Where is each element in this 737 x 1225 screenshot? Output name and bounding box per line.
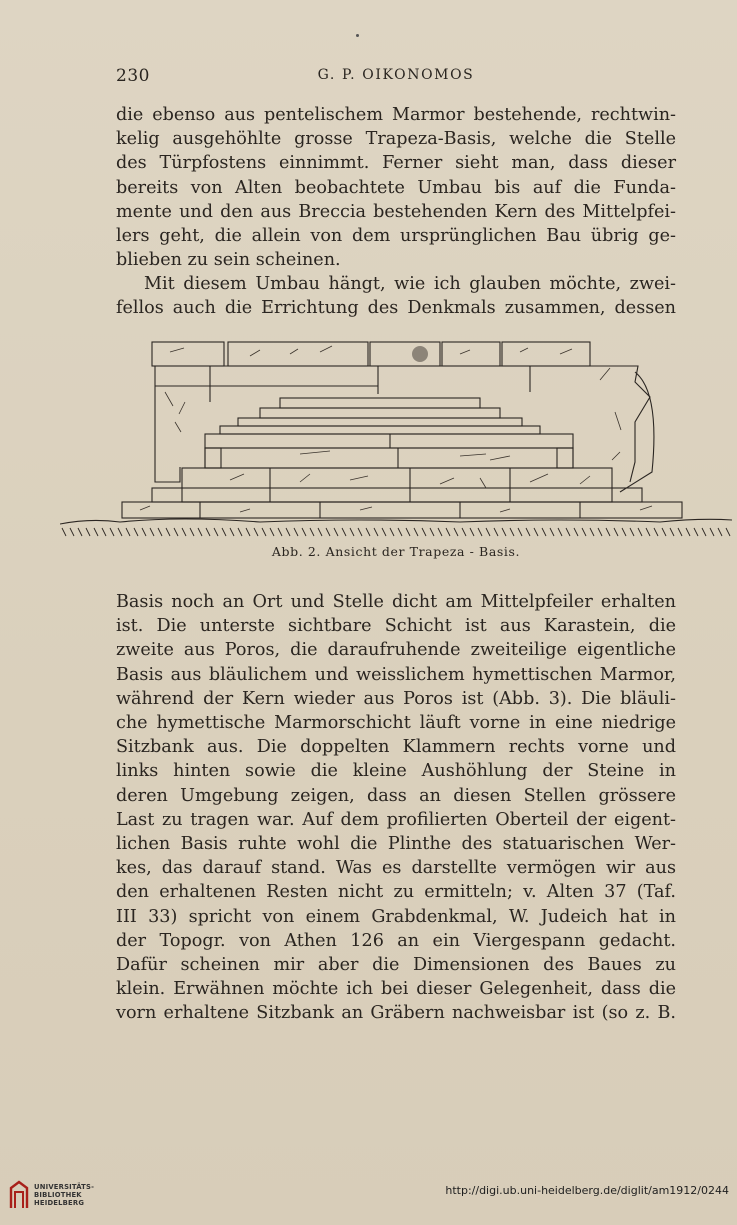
text-line: Dafür scheinen mir aber die Dimensionen des Baues zu: [116, 955, 676, 976]
scan-speck: [356, 34, 359, 37]
text-line: deren Umgebung zeigen, dass an diesen Stellen grössere: [116, 785, 676, 806]
text-line: Basis noch an Ort und Stelle dicht am Mittelpfeiler erhalten: [116, 592, 676, 612]
source-url-link[interactable]: http://digi.ub.uni-heidelberg.de/diglit/am1912/0244: [445, 1184, 729, 1197]
text-line: kes, das darauf stand. Was es darstellte vermögen wir aus: [116, 858, 676, 879]
text-line: Sitzbank aus. Die doppelten Klammern rechts vorne und: [116, 737, 676, 758]
heidelberg-library-logo-icon: [8, 1180, 30, 1210]
text-line: Basis aus bläulichem und weisslichem hymettischen Marmor,: [116, 664, 676, 685]
paragraph-2: [116, 272, 676, 320]
text-line: klein. Erwähnen möchte ich bei dieser Gelegenheit, dass die: [116, 979, 676, 1000]
text-line: kelig ausgehöhlte grosse Trapeza-Basis, welche die Stelle: [116, 129, 676, 150]
text-line: während der Kern wieder aus Poros ist (Abb. 3). Die bläuli-: [116, 688, 676, 709]
text-line: Last zu tragen war. Auf dem profilierten Oberteil der eigent-: [116, 809, 676, 830]
logo-line: HEIDELBERG: [34, 1199, 85, 1207]
text-line: lichen Basis ruhte wohl die Plinthe des statuarischen Wer-: [116, 834, 676, 855]
figure-caption: Abb. 2. Ansicht der Trapeza - Basis.: [271, 544, 521, 559]
text-line: den erhaltenen Resten nicht zu ermitteln; v. Alten 37 (Taf.: [116, 882, 676, 903]
text-line: links hinten sowie die kleine Aushöhlung der Steine in: [116, 761, 676, 782]
paragraph-3: [116, 590, 676, 1026]
text-line: blieben zu sein scheinen.: [116, 250, 341, 271]
text-line: Mit diesem Umbau hängt, wie ich glauben möchte, zwei-: [144, 274, 676, 294]
logo-line: BIBLIOTHEK: [34, 1191, 82, 1199]
text-line: die ebenso aus pentelischem Marmor bestehende, rechtwin-: [116, 105, 676, 125]
text-line: lers geht, die allein von dem ursprünglichen Bau übrig ge-: [116, 226, 676, 247]
paragraph-1: [116, 103, 676, 272]
page-number: 230: [116, 66, 150, 86]
text-line: bereits von Alten beobachtete Umbau bis auf die Funda-: [116, 177, 676, 198]
text-line: che hymettische Marmorschicht läuft vorne in eine niedrige: [116, 713, 676, 734]
text-line: der Topogr. von Athen 126 an ein Viergespann gedacht.: [116, 930, 676, 951]
page-header: [116, 66, 676, 90]
text-line: zweite aus Poros, die daraufruhende zweiteilige eigentliche: [116, 640, 676, 661]
text-line: vorn erhaltene Sitzbank an Gräbern nachweisbar ist (so z. B.: [116, 1003, 676, 1024]
text-line: des Türpfostens einnimmt. Ferner sieht man, dass dieser: [116, 153, 676, 174]
text-line: fellos auch die Errichtung des Denkmals zusammen, dessen: [116, 298, 676, 319]
text-line: III 33) spricht von einem Grabdenkmal, W. Judeich hat in: [116, 906, 676, 927]
trapeza-basis-drawing: [60, 332, 732, 542]
running-head: G. P. OIKONOMOS: [317, 67, 475, 83]
library-logo[interactable]: [8, 1180, 94, 1210]
logo-line: UNIVERSITÄTS-: [34, 1183, 95, 1191]
text-line: mente und den aus Breccia bestehenden Kern des Mittelpfei-: [116, 201, 676, 222]
library-logo-text: [34, 1183, 94, 1207]
text-line: ist. Die unterste sichtbare Schicht ist aus Karastein, die: [116, 616, 676, 637]
